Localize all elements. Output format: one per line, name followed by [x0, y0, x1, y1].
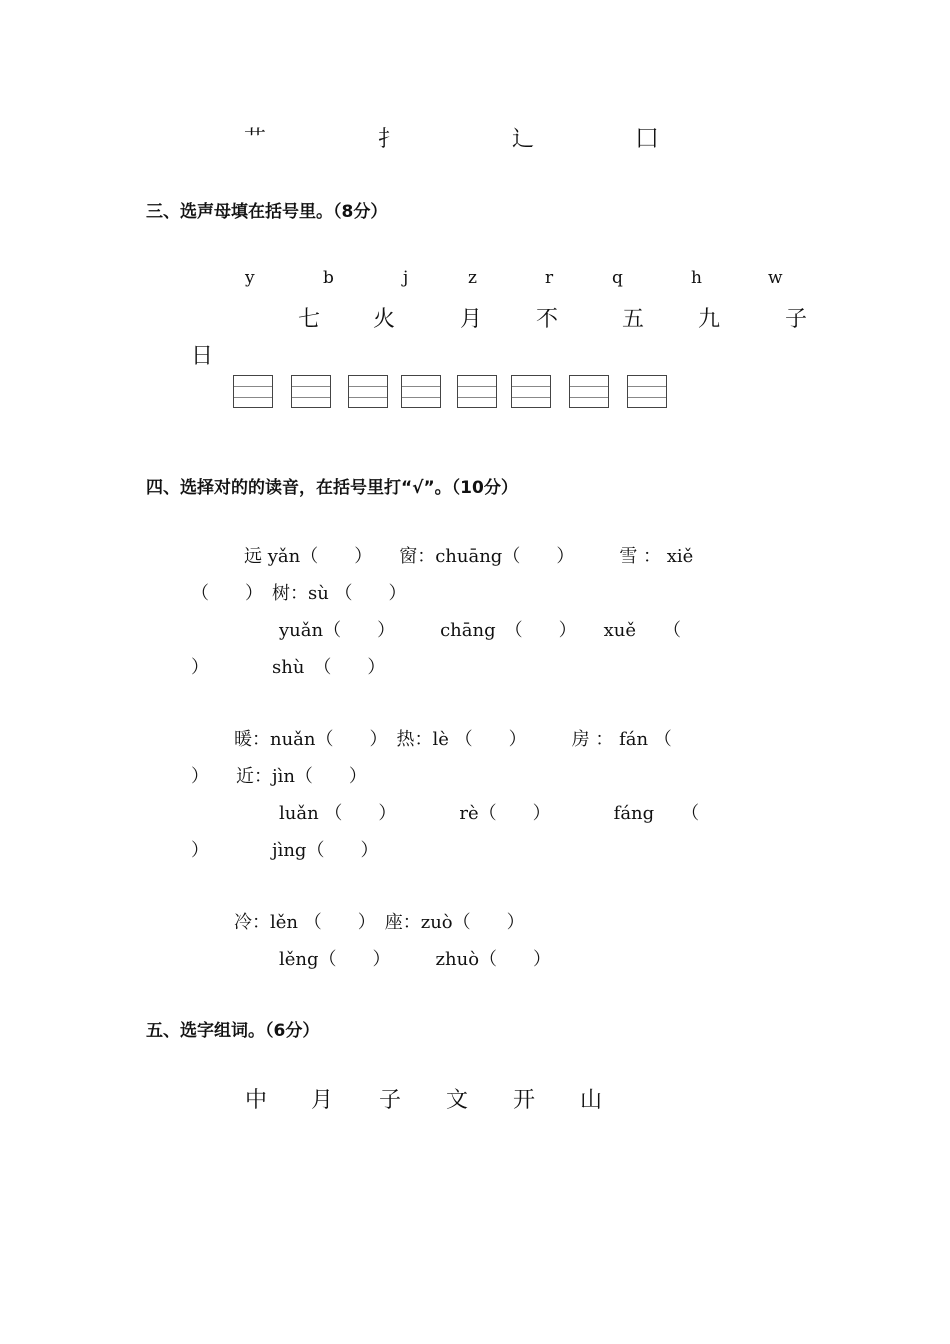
initial-z: z — [468, 268, 477, 288]
reading-line-6: ） 近：jìn（ ） — [191, 766, 367, 787]
word-char-wen: 文 — [446, 1088, 469, 1113]
pinyin-box-3[interactable] — [348, 375, 388, 408]
initial-y: y — [245, 268, 255, 288]
radical-enclosure: 囗 — [636, 127, 659, 152]
reading-line-1: 远 yǎn（ ） 窗：chuāng（ ） 雪 ： xiě — [244, 546, 694, 567]
initial-j: j — [403, 268, 409, 288]
pinyin-box-8[interactable] — [627, 375, 667, 408]
char-ri: 日 — [191, 344, 214, 369]
pinyin-box-7[interactable] — [569, 375, 609, 408]
reading-line-5: 暖：nuǎn（ ） 热：lè （ ） 房 ： fán （ — [234, 729, 672, 750]
initial-h: h — [691, 268, 702, 288]
section-3-title: 三、选声母填在括号里。（8分） — [146, 202, 388, 222]
char-huo: 火 — [373, 307, 396, 332]
char-wu: 五 — [622, 307, 645, 332]
char-bu: 不 — [536, 307, 559, 332]
pinyin-box-5[interactable] — [457, 375, 497, 408]
reading-line-8: ） jìng（ ） — [191, 840, 379, 861]
char-jiu: 九 — [698, 307, 721, 332]
initial-w: w — [768, 268, 783, 288]
char-zi: 子 — [785, 307, 808, 332]
pinyin-box-2[interactable] — [291, 375, 331, 408]
word-char-zhong: 中 — [245, 1088, 268, 1113]
pinyin-box-6[interactable] — [511, 375, 551, 408]
section-4-title: 四、选择对的的读音，在括号里打“√”。（10分） — [146, 478, 518, 498]
radical-grass: 艹 — [244, 127, 267, 152]
reading-line-4: ） shù （ ） — [191, 657, 386, 678]
pinyin-box-4[interactable] — [401, 375, 441, 408]
char-qi: 七 — [298, 307, 321, 332]
word-char-yue: 月 — [311, 1088, 334, 1113]
word-char-zi: 子 — [379, 1088, 402, 1113]
section-5-title: 五、选字组词。（6分） — [146, 1021, 320, 1041]
radical-walk: 辶 — [512, 127, 535, 152]
pinyin-box-1[interactable] — [233, 375, 273, 408]
initial-r: r — [545, 268, 554, 288]
reading-line-2: （ ） 树：sù （ ） — [191, 583, 407, 604]
reading-line-9: 冷：lěn （ ） 座：zuò（ ） — [234, 912, 525, 933]
reading-line-10: lěng（ ） zhuò（ ） — [279, 949, 552, 970]
reading-line-7: luǎn （ ） rè（ ） fáng （ — [279, 803, 700, 824]
initial-q: q — [612, 268, 623, 288]
initial-b: b — [323, 268, 334, 288]
word-char-kai: 开 — [513, 1088, 536, 1113]
radical-hand: 扌 — [378, 127, 401, 152]
reading-line-3: yuǎn（ ） chāng （ ） xuě （ — [279, 620, 682, 641]
char-yue: 月 — [460, 307, 483, 332]
word-char-shan: 山 — [580, 1088, 603, 1113]
